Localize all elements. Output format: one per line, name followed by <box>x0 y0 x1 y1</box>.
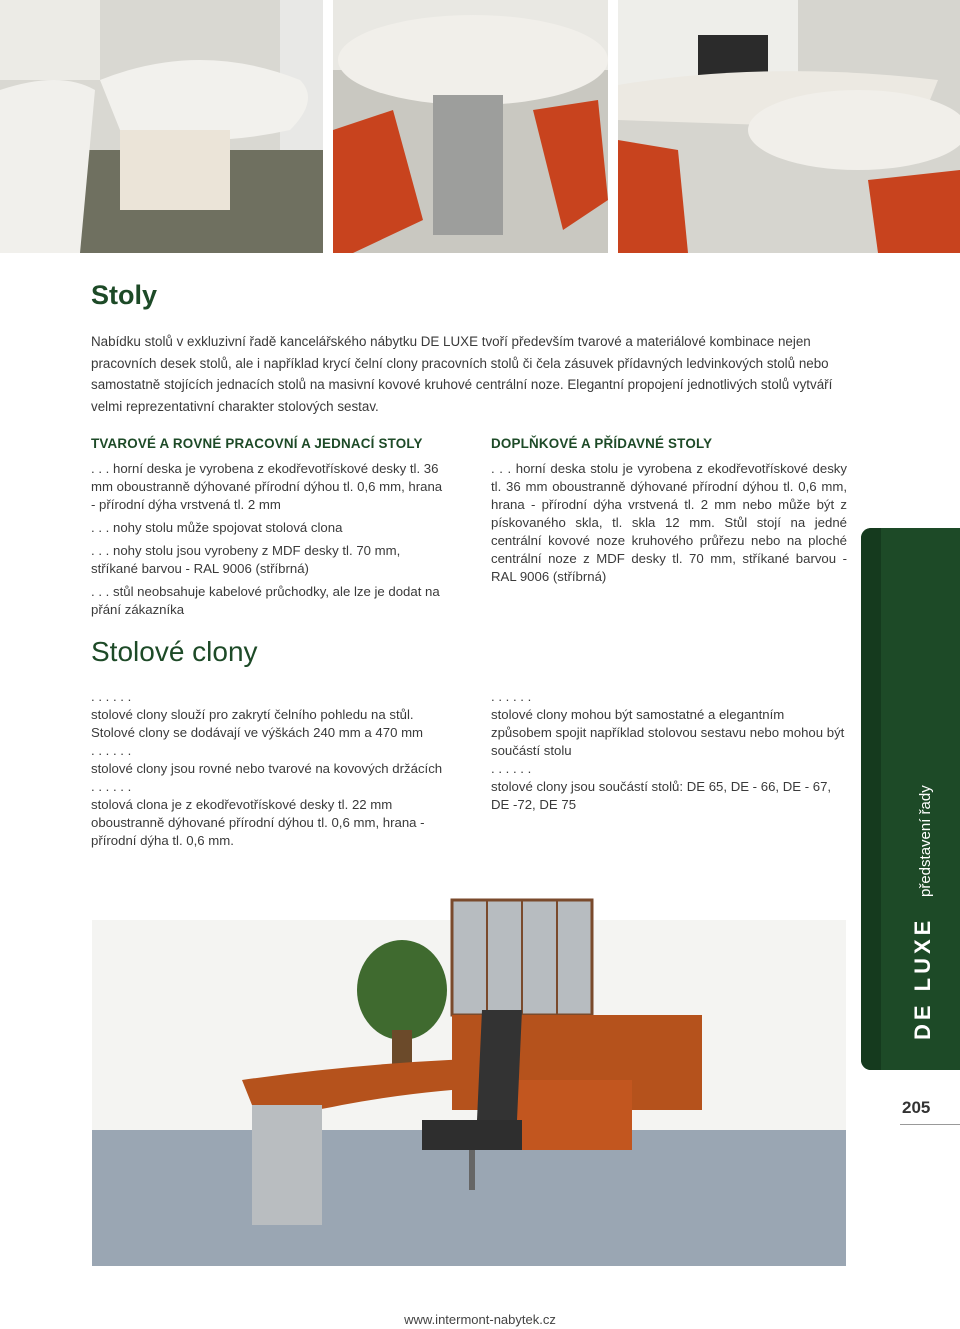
list-item: stolové clony jsou rovné nebo tvarové na kovových držácích <box>91 761 443 776</box>
section-title-clony: Stolové clony <box>91 636 258 667</box>
page-number-rule <box>900 1124 960 1125</box>
list-item: stolové clony jsou součástí stolů: DE 65, DE - 66, DE - 67, DE -72, DE 75 <box>491 779 832 812</box>
page-number: 205 <box>902 1098 931 1117</box>
list-item: . . . nohy stolu může spojovat stolová clona <box>91 520 343 535</box>
photo-oval-desks <box>0 0 323 253</box>
list-item: . . . stůl neobsahuje kabelové průchodky, ale lze je dodat na přání zákazníka <box>91 584 440 617</box>
footer-url[interactable]: www.intermont-nabytek.cz <box>404 1312 556 1327</box>
side-tab-series: představení řady <box>917 785 934 897</box>
photo-office-set <box>92 880 846 1266</box>
list-separator: . . . . . . <box>491 689 532 704</box>
list-item: . . . horní deska je vyrobena z ekodřevotřískové desky tl. 36 mm oboustranně dýhované přírodní dýhou tl. 0,6 mm, hrana - přírodní dýha vrstvená tl. 2 mm <box>91 461 443 512</box>
list-separator: . . . . . . <box>91 779 132 794</box>
section-list-tvarove <box>91 460 447 624</box>
section-heading-tvarove: TVAROVÉ A ROVNÉ PRACOVNÍ A JEDNACÍ STOLY <box>91 436 423 451</box>
photo-office-desks <box>618 0 960 253</box>
list-item: stolové clony mohou být samostatné a elegantním způsobem spojit například stolovou sestavu nebo mohou být součástí stolu <box>491 707 845 758</box>
section-heading-doplnkove: DOPLŇKOVÉ A PŘÍDAVNÉ STOLY <box>491 436 713 451</box>
page-title: Stoly <box>91 280 158 310</box>
list-item: . . . nohy stolu jsou vyrobeny z MDF desky tl. 70 mm, stříkané barvou - RAL 9006 (stříbrná) <box>91 543 401 576</box>
side-tab-brand: DE LUXE <box>910 916 935 1040</box>
list-separator: . . . . . . <box>491 761 532 776</box>
section-list-doplnkove <box>491 460 847 591</box>
photo-round-table <box>333 0 608 253</box>
list-separator: . . . . . . <box>91 743 132 758</box>
clony-list-left <box>91 688 447 850</box>
list-item: stolová clona je z ekodřevotřískové desky tl. 22 mm oboustranně dýhované přírodní dýhou tl. 0,6 mm, hrana - přírodní dýha tl. 0,6 mm. <box>91 797 425 848</box>
intro-paragraph: Nabídku stolů v exkluzivní řadě kancelářského nábytku DE LUXE tvoří především tvarové a materiálové kombinace nejen pracovních desek stolů, ale i například krycí čelní clony pracovních stolů či čela zásuvek přídavných ledvinkových stolů nebo samostatně stojících jednacích stolů na masivní kovové kruhové centrální noze. Elegantní propojení jednotlivých stolů vytváří velmi reprezentativní charakter stolových sestav. <box>91 334 833 414</box>
list-item: . . . horní deska stolu je vyrobena z ekodřevotřískové desky tl. 36 mm oboustranně dýhované přírodní dýhou tl. 0,6 mm, hrana - přírodní dýha vrstvená tl. 2 mm nebo může být z pískovaného skla, tl. skla 12 mm. Stůl stojí na jedné centrální kovové noze kruhového průřezu nebo na ploché centrální noze z MDF desky tl. 70 mm, stříkané barvou - RAL 9006 (stříbrná) <box>491 461 847 584</box>
list-separator: . . . . . . <box>91 689 132 704</box>
list-item: stolové clony slouží pro zakrytí čelního pohledu na stůl. Stolové clony se dodávají ve výškách 240 mm a 470 mm <box>91 707 424 740</box>
clony-list-right <box>491 688 847 814</box>
